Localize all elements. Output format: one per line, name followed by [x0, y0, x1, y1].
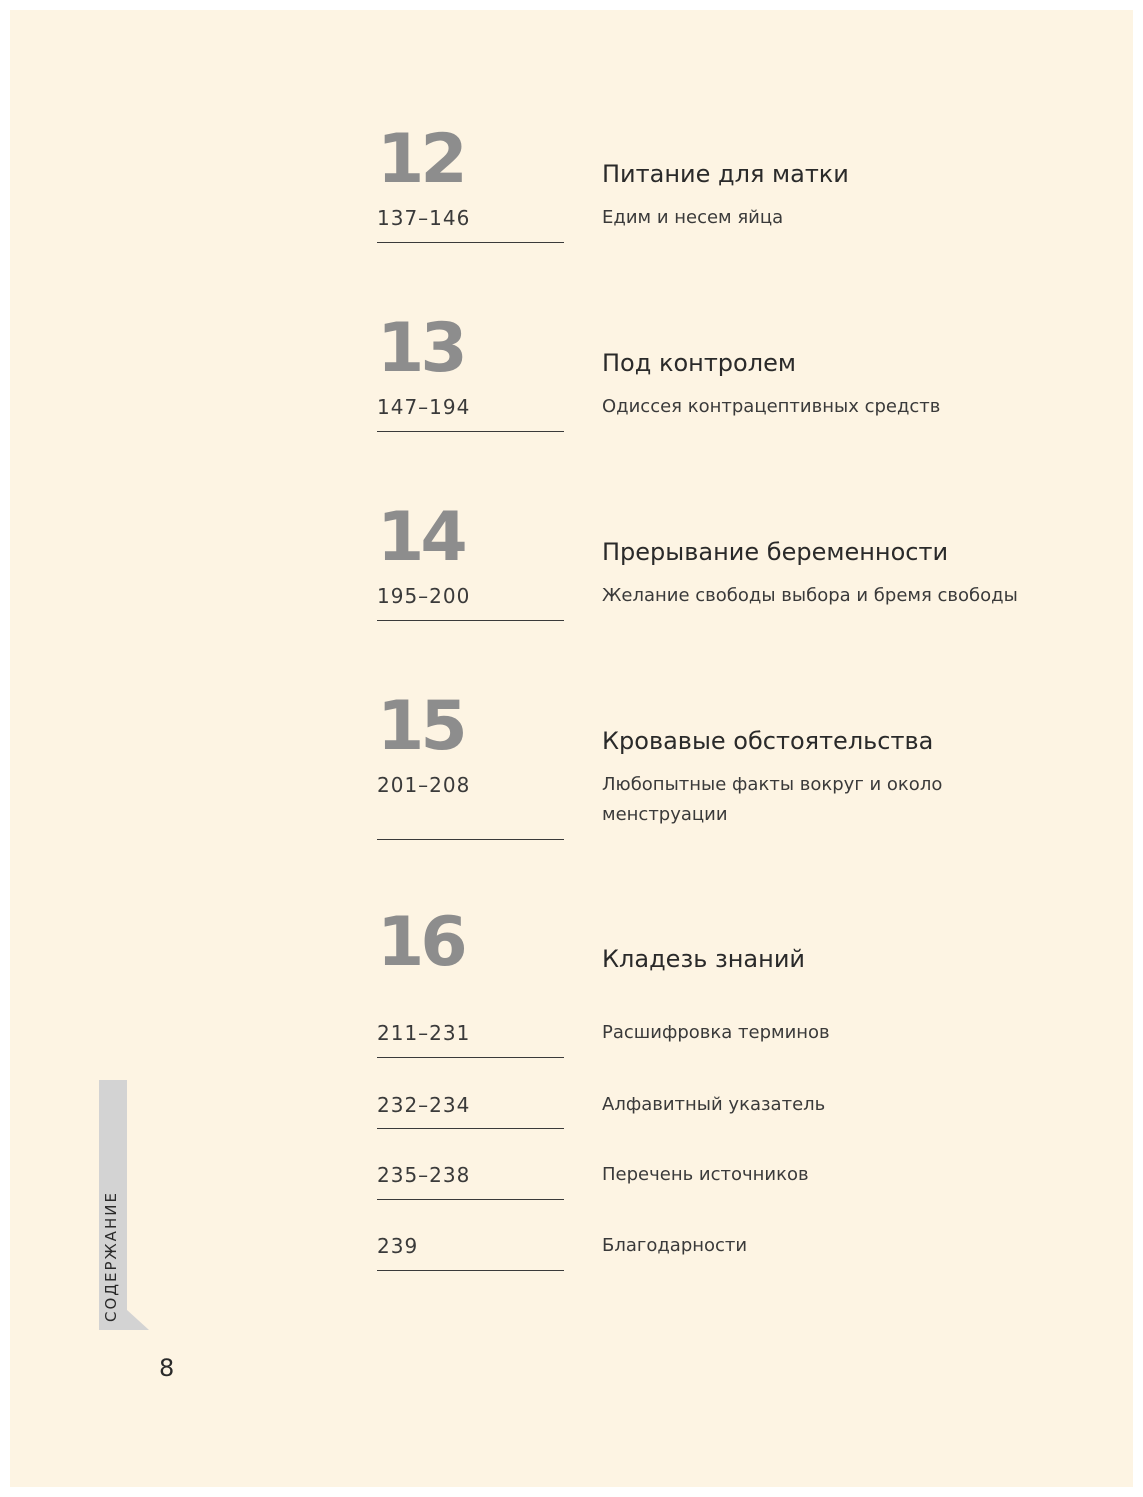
- chapter-subtitle: Желание свободы выбора и бремя свободы: [602, 585, 1018, 606]
- divider: [377, 431, 564, 432]
- page-range: 235–238: [377, 1163, 471, 1187]
- page-range: 211–231: [377, 1021, 471, 1045]
- divider: [377, 1199, 564, 1200]
- chapter-number: 16: [377, 903, 464, 982]
- chapter-number: 12: [377, 120, 464, 199]
- chapter-title[interactable]: Под контролем: [602, 349, 796, 377]
- page-range: 201–208: [377, 773, 471, 797]
- page-range: 137–146: [377, 206, 471, 230]
- section-label: СОДЕРЖАНИЕ: [102, 1191, 120, 1322]
- chapter-number: 14: [377, 498, 464, 577]
- page-range: 195–200: [377, 584, 471, 608]
- divider: [377, 1057, 564, 1058]
- chapter-title[interactable]: Прерывание беременности: [602, 538, 949, 566]
- divider: [377, 1270, 564, 1271]
- page-number: 8: [159, 1354, 175, 1382]
- chapter-subtitle: Едим и несем яйца: [602, 207, 784, 228]
- chapter-title[interactable]: Кровавые обстоятельства: [602, 727, 934, 755]
- appendix-title[interactable]: Перечень источников: [602, 1164, 809, 1185]
- appendix-title[interactable]: Благодарности: [602, 1235, 748, 1256]
- chapter-subtitle: Любопытные факты вокруг и около менструации: [602, 774, 943, 825]
- page-range: 232–234: [377, 1093, 471, 1117]
- appendix-title[interactable]: Алфавитный указатель: [602, 1094, 826, 1115]
- section-tab-corner: [127, 1310, 149, 1330]
- divider: [377, 1128, 564, 1129]
- chapter-number: 13: [377, 309, 464, 388]
- toc-page: [10, 10, 1133, 1487]
- chapter-number: 15: [377, 687, 464, 766]
- chapter-title[interactable]: Кладезь знаний: [602, 945, 806, 973]
- divider: [377, 839, 564, 840]
- page-range: 239: [377, 1234, 419, 1258]
- chapter-subtitle: Одиссея контрацептивных средств: [602, 396, 941, 417]
- divider: [377, 242, 564, 243]
- divider: [377, 620, 564, 621]
- page-range: 147–194: [377, 395, 471, 419]
- appendix-title[interactable]: Расшифровка терминов: [602, 1022, 830, 1043]
- chapter-title[interactable]: Питание для матки: [602, 160, 849, 188]
